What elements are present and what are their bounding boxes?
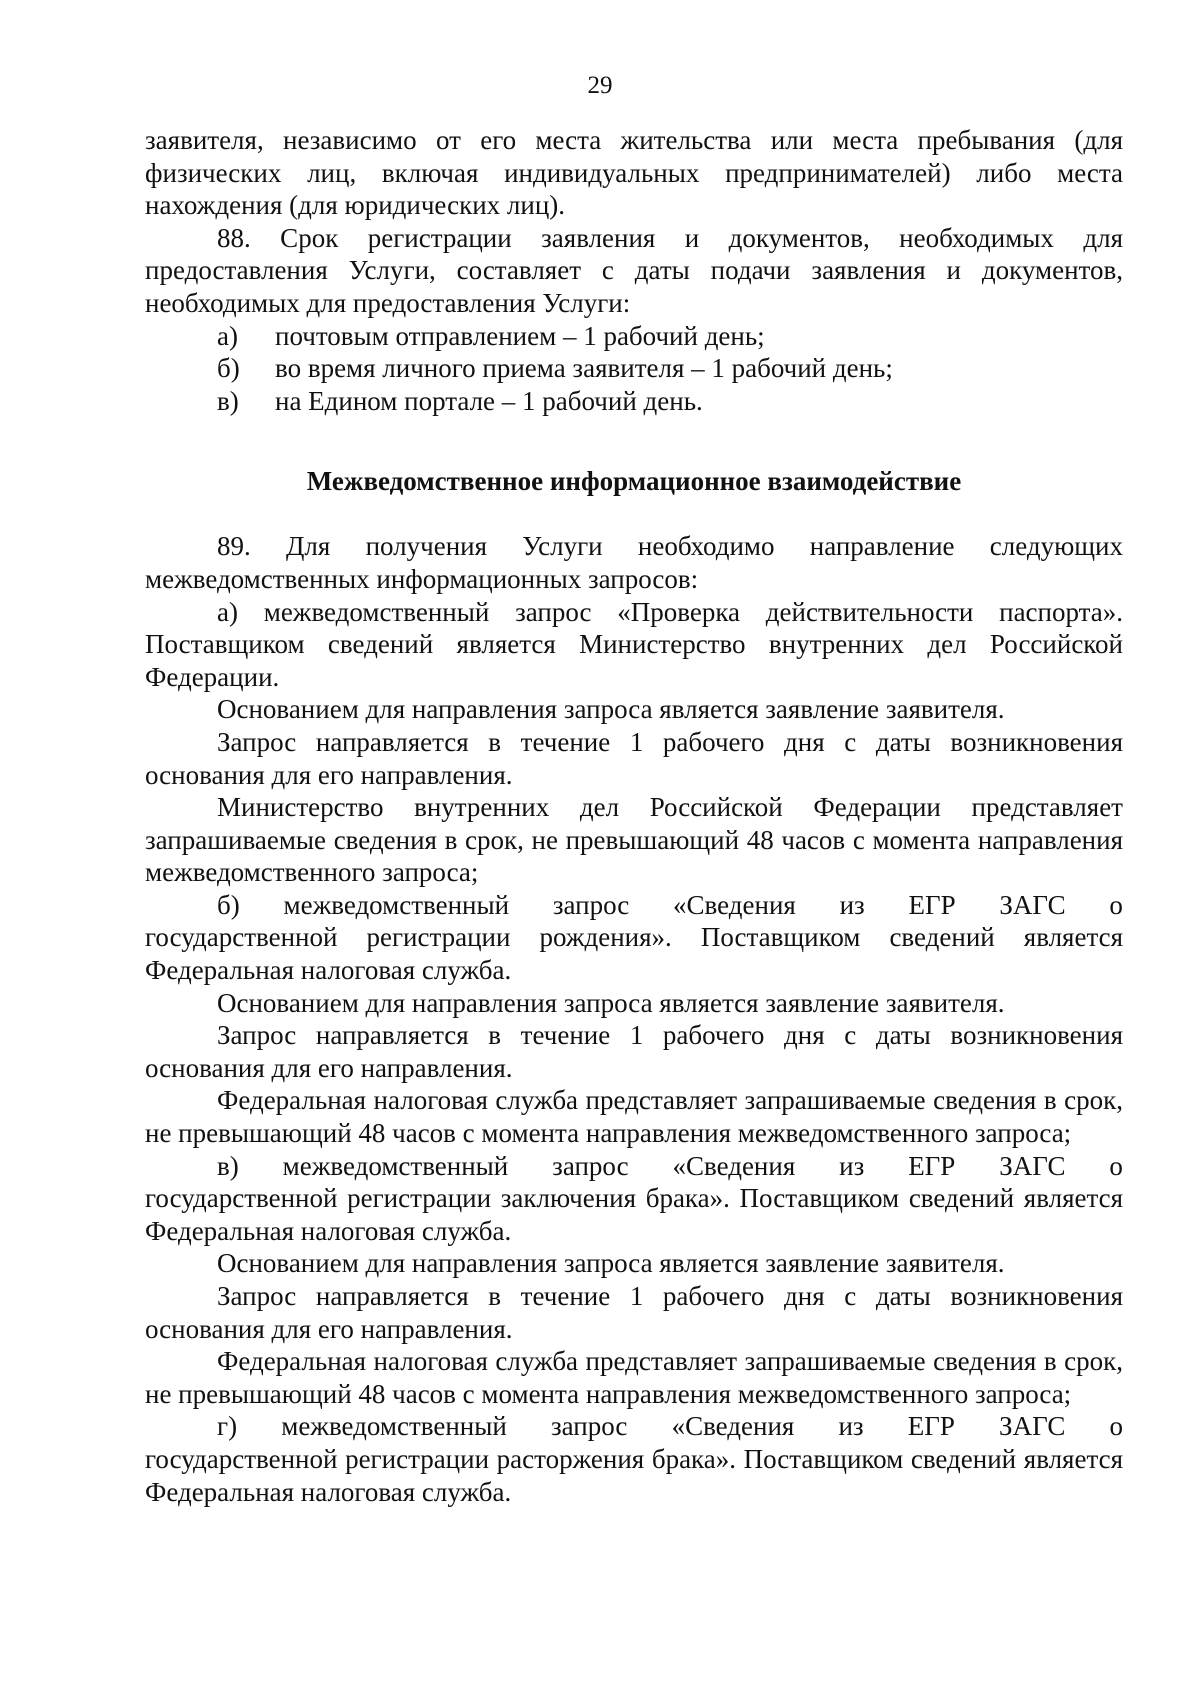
paragraph-89a-basis: Основанием для направления запроса является заявление заявителя. — [217, 694, 1005, 725]
list-marker: а) — [217, 320, 238, 351]
list-item-text: почтовым отправлением – 1 рабочий день; — [275, 320, 765, 351]
paragraph-89a-term: Запрос направляется в течение 1 рабочего дня с даты возникновения основания для его направления. — [145, 726, 1123, 790]
word: из — [839, 1150, 865, 1181]
word: в) — [217, 1150, 239, 1181]
list-item-text: на Едином портале – 1 рабочий день. — [275, 385, 703, 416]
document-body — [145, 124, 1123, 1508]
section-heading: Межведомственное информационное взаимодействие — [306, 466, 962, 497]
word: г) — [217, 1411, 238, 1442]
list-item-text: во время личного приема заявителя – 1 рабочий день; — [275, 353, 893, 384]
list-item-88c — [145, 385, 1123, 418]
word: ЗАГС — [999, 1150, 1066, 1181]
word: «Сведения — [673, 889, 796, 920]
word: межведомственный — [283, 889, 510, 920]
paragraph-89d-rest: государственной регистрации расторжения брака». Поставщиком сведений является Федеральная налоговая служба. — [145, 1443, 1123, 1507]
list-item-88b — [145, 352, 1123, 385]
word: о — [1109, 1411, 1123, 1442]
paragraph-89b-response: Федеральная налоговая служба представляет запрашиваемые сведения в срок, не превышающий 48 часов с момента направления межведомственного запроса; — [145, 1085, 1123, 1149]
paragraph-89c-first-line — [145, 1150, 1123, 1183]
word: ЕГР — [908, 1150, 956, 1181]
paragraph-89b-term: Запрос направляется в течение 1 рабочего дня с даты возникновения основания для его направления. — [145, 1020, 1123, 1083]
paragraph-continuation: заявителя, независимо от его места жительства или места пребывания (для физических лиц, включая индивидуальных предпринимателей) либо места нахождения (для юридических лиц). — [145, 125, 1123, 221]
word: ЕГР — [907, 1411, 955, 1442]
word: о — [1109, 889, 1123, 920]
word: межведомственный — [282, 1150, 509, 1181]
word: ЗАГС — [999, 1411, 1066, 1442]
paragraph-89c-term: Запрос направляется в течение 1 рабочего дня с даты возникновения основания для его направления. — [145, 1281, 1123, 1344]
paragraph-89c-response: Федеральная налоговая служба представляет запрашиваемые сведения в срок, не превышающий 48 часов с момента направления межведомственного запроса; — [145, 1346, 1123, 1409]
paragraph-89d-first-line — [145, 1410, 1123, 1443]
word: «Сведения — [671, 1411, 795, 1442]
word: о — [1109, 1150, 1123, 1181]
word: ЕГР — [908, 889, 956, 920]
word: запрос — [552, 1150, 629, 1181]
paragraph-89a: а) межведомственный запрос «Проверка действительности паспорта». Поставщиком сведений является Министерство внутренних дел Российской Федерации. — [145, 596, 1123, 692]
paragraph-88: 88. Срок регистрации заявления и документов, необходимых для предоставления Услуги, составляет с даты подачи заявления и документов, необходимых для предоставления Услуги: — [145, 222, 1123, 318]
paragraph-89a-response: Министерство внутренних дел Российской Федерации представляет запрашиваемые сведения в срок, не превышающий 48 часов с момента направления межведомственного запроса; — [145, 792, 1123, 888]
word: ЗАГС — [999, 889, 1066, 920]
word: из — [839, 889, 865, 920]
list-marker: в) — [217, 385, 239, 416]
paragraph-89b-first-line — [145, 889, 1123, 922]
page-number: 29 — [587, 72, 613, 99]
paragraph-89c-rest: государственной регистрации заключения брака». Поставщиком сведений является Федеральная налоговая служба. — [145, 1183, 1123, 1246]
word: из — [838, 1411, 864, 1442]
paragraph-89b-rest: государственной регистрации рождения». Поставщиком сведений является Федеральная налоговая служба. — [145, 922, 1123, 986]
list-marker: б) — [217, 353, 240, 384]
paragraph-89c-basis: Основанием для направления запроса является заявление заявителя. — [217, 1248, 1005, 1279]
word: запрос — [552, 889, 630, 920]
word: «Сведения — [672, 1150, 796, 1181]
list-item-88a — [145, 320, 1123, 353]
word: запрос — [551, 1411, 628, 1442]
paragraph-89b-basis: Основанием для направления запроса является заявление заявителя. — [217, 987, 1005, 1018]
word: б) — [217, 889, 240, 920]
word: межведомственный — [281, 1411, 507, 1442]
paragraph-89: 89. Для получения Услуги необходимо направление следующих межведомственных информационных запросов: — [145, 531, 1123, 594]
